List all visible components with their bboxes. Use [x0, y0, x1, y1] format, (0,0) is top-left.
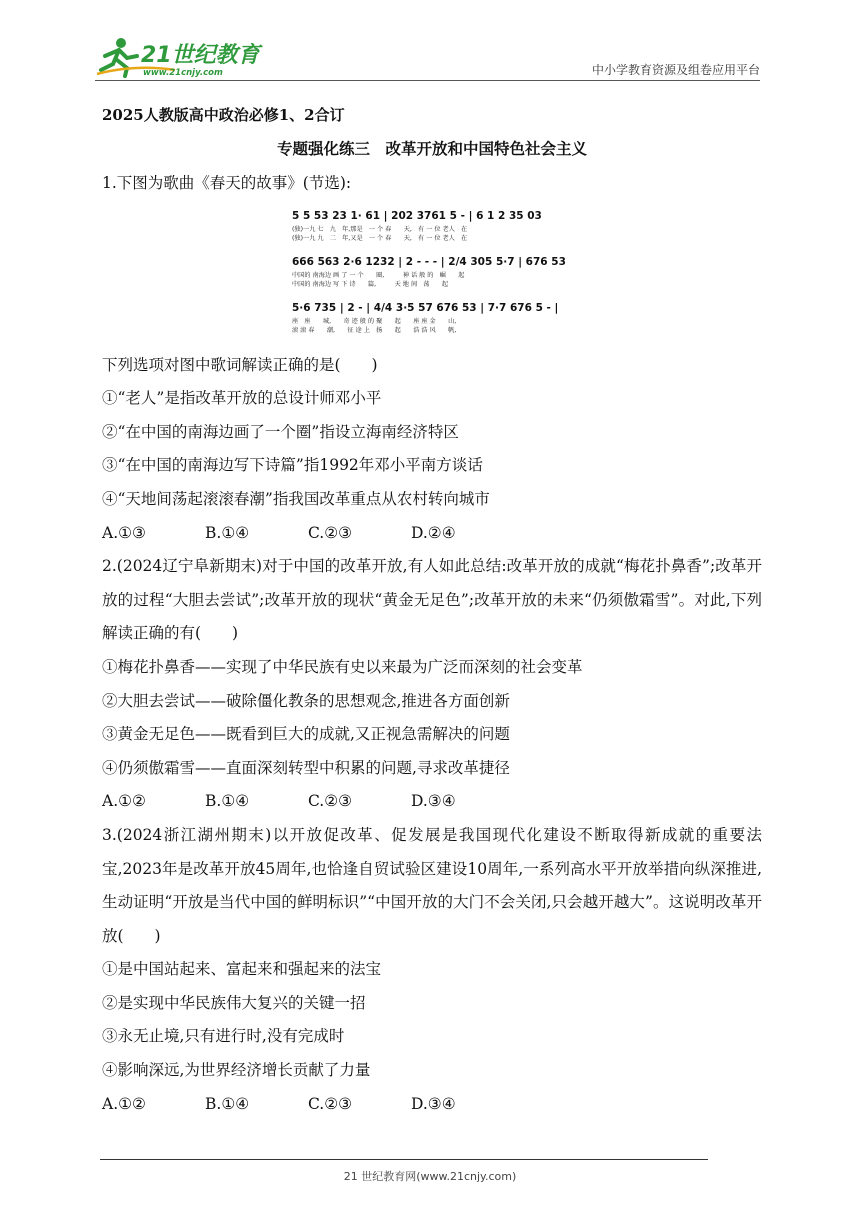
statement-1: ①梅花扑鼻香——实现了中华民族有史以来最为广泛而深刻的社会变革 — [102, 657, 583, 676]
svg-text:5 5 53 23 1· 61 | 202 3761 5 -: 5 5 53 23 1· 61 | 202 3761 5 - | 6 1 2 35 03 — [292, 209, 542, 222]
statement-3: ③“在中国的南海边写下诗篇”指1992年邓小平南方谈话 — [102, 456, 483, 475]
option-c[interactable]: C.②③ — [308, 523, 353, 542]
statement-3: ③黄金无足色——既看到巨大的成就,又正视急需解决的问题 — [102, 725, 510, 744]
score-row-1 — [292, 210, 542, 242]
option-d[interactable]: D.②④ — [411, 523, 456, 542]
svg-text:www.21cnjy.com: www.21cnjy.com — [143, 68, 223, 78]
question-stem: 3.(2024浙江湖州期末)以开放促改革、促发展是我国现代化建设不断取得新成就的重要法宝,2023年是改革开放45周年,也恰逢自贸试验区建设10周年,一系列高水平开放举措向纵深推进,生动证明“开放是当代中国的鲜明标识”“中国开放的大门不会关闭,只会越开越大”。这说明改革开放( ) — [102, 825, 762, 945]
statement-4: ④仍须傲霜雪——直面深刻转型中积累的问题,寻求改革捷径 — [102, 758, 510, 777]
statement-2: ②是实现中华民族伟大复兴的关键一招 — [102, 993, 366, 1012]
svg-text:5·6 735 | 2 - | 4/4 3·5 57 676: 5·6 735 | 2 - | 4/4 3·5 57 676 53 | 7·7 676 5 - | — [292, 301, 559, 314]
music-score-image — [288, 205, 578, 343]
svg-text:滚 滚 春 潮, 征 途 上 扬 起 浩 浩 风: 滚 滚 春 潮, 征 途 上 扬 起 浩 浩 风 帆, — [292, 326, 457, 334]
question-1 — [102, 167, 762, 550]
answer-options — [102, 517, 762, 551]
question-2 — [102, 550, 762, 819]
option-a[interactable]: A.①② — [102, 1094, 146, 1113]
book-title: 2025人教版高中政治必修1、2合订 — [102, 106, 345, 124]
svg-text:21世纪教育: 21世纪教育 — [141, 43, 260, 68]
option-b[interactable]: B.①④ — [205, 1094, 250, 1113]
svg-text:(独)一九 九 二 年,又是 一 个 春 天, 有 一 位: (独)一九 九 二 年,又是 一 个 春 天, 有 一 位 老人 在 — [292, 234, 468, 242]
site-logo — [95, 34, 265, 80]
question-3 — [102, 819, 762, 1121]
option-c[interactable]: C.②③ — [308, 1094, 353, 1113]
score-row-2 — [292, 256, 566, 288]
option-d[interactable]: D.③④ — [411, 1094, 456, 1113]
question-stem: 2.(2024辽宁阜新期末)对于中国的改革开放,有人如此总结:改革开放的成就“梅花扑鼻香”;改革开放的过程“大胆去尝试”;改革开放的现状“黄金无足色”;改革开放的未来“仍须傲霜雪”。对此,下列解读正确的有( ) — [102, 557, 762, 643]
footer-divider — [100, 1159, 708, 1160]
page-footer[interactable]: 21 世纪教育网(www.21cnjy.com) — [343, 1170, 517, 1183]
header-divider — [95, 80, 760, 81]
option-b[interactable]: B.①④ — [205, 523, 250, 542]
option-d[interactable]: D.③④ — [411, 792, 456, 811]
question-prompt: 下列选项对图中歌词解读正确的是( ) — [102, 355, 378, 374]
statement-1: ①是中国站起来、富起来和强起来的法宝 — [102, 960, 382, 979]
statement-2: ②“在中国的南海边画了一个圈”指设立海南经济特区 — [102, 422, 459, 441]
statement-4: ④影响深远,为世界经济增长贡献了力量 — [102, 1061, 371, 1080]
option-a[interactable]: A.①③ — [102, 523, 146, 542]
option-b[interactable]: B.①④ — [205, 792, 250, 811]
option-c[interactable]: C.②③ — [308, 792, 353, 811]
svg-text:中国的 南海边 画 了 一 个 圈, 神 话 般 的: 中国的 南海边 画 了 一 个 圈, 神 话 般 的 崛 起 — [292, 271, 465, 279]
svg-text:座 座 城, 奇 迹 般 的 聚 起 座 座 金: 座 座 城, 奇 迹 般 的 聚 起 座 座 金 山, — [292, 317, 457, 325]
page-header — [95, 34, 760, 84]
runner-logo-icon — [95, 34, 265, 80]
score-row-3 — [292, 302, 558, 334]
svg-text:666 563 2·6 1232 | 2 - - - | 2: 666 563 2·6 1232 | 2 - - - | 2/4 305 5·7 | 676 53 — [292, 255, 566, 268]
answer-options — [102, 1088, 762, 1122]
option-a[interactable]: A.①② — [102, 792, 146, 811]
statement-1: ①“老人”是指改革开放的总设计师邓小平 — [102, 389, 382, 408]
svg-text:(独)一九 七 九 年,那是 一 个 春 天, 有 一 位: (独)一九 七 九 年,那是 一 个 春 天, 有 一 位 老人 在 — [292, 225, 468, 233]
question-stem: 1.下图为歌曲《春天的故事》(节选): — [102, 174, 352, 192]
statement-4: ④“天地间荡起滚滚春潮”指我国改革重点从农村转向城市 — [102, 489, 490, 508]
statement-3: ③永无止境,只有进行时,没有完成时 — [102, 1027, 345, 1046]
document-body — [102, 104, 762, 1121]
answer-options — [102, 785, 762, 819]
svg-text:中国的 南海边 写 下 诗 篇, 天 地 间 荡 起: 中国的 南海边 写 下 诗 篇, 天 地 间 荡 起 — [292, 280, 449, 288]
section-title: 专题强化练三 改革开放和中国特色社会主义 — [276, 139, 587, 158]
platform-name: 中小学教育资源及组卷应用平台 — [591, 63, 760, 77]
statement-2: ②大胆去尝试——破除僵化教条的思想观念,推进各方面创新 — [102, 691, 510, 710]
